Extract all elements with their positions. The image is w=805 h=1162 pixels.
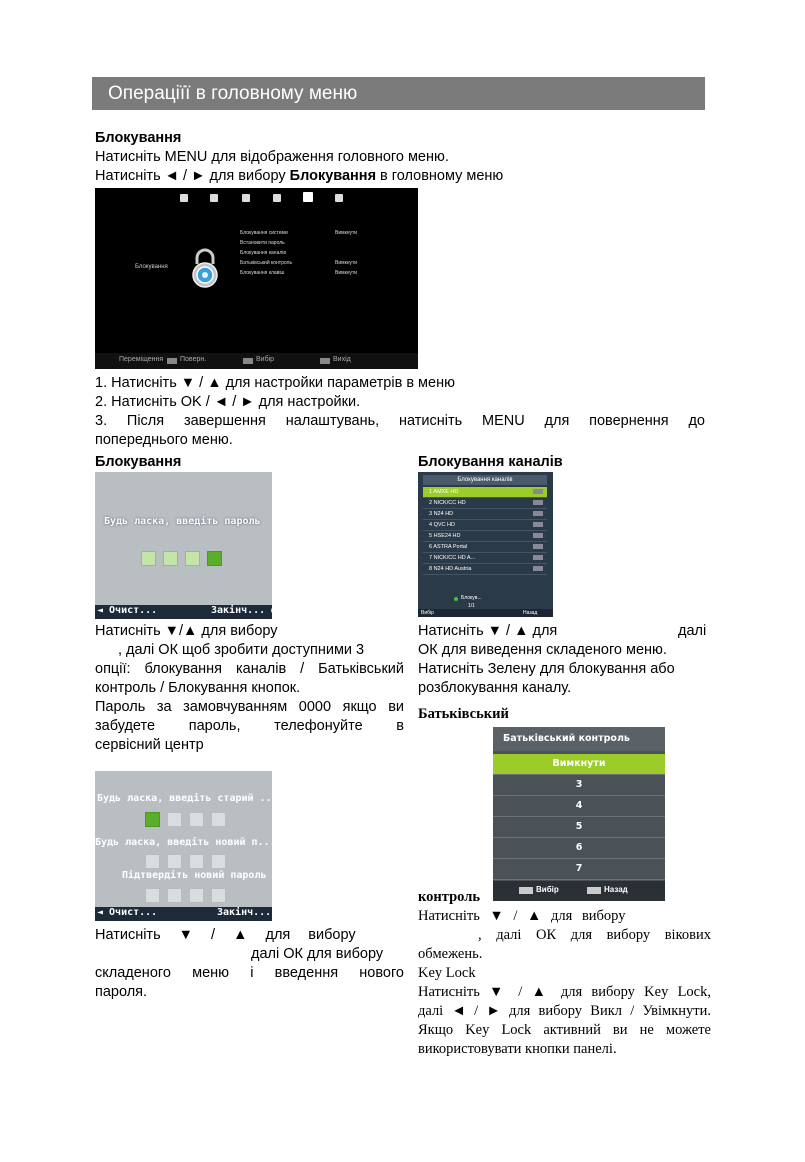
- finish-button-2[interactable]: Закінч... ►: [217, 907, 284, 918]
- right-p1-a2: далі: [678, 623, 707, 639]
- finish-button[interactable]: Закінч... ►: [211, 605, 278, 616]
- key-lock-title: Key Lock: [418, 965, 476, 981]
- sound-tab-icon: [210, 194, 218, 202]
- parental-option[interactable]: 7: [493, 859, 665, 880]
- confirm-digit-1[interactable]: [145, 888, 160, 903]
- lock-menu-values: [335, 228, 357, 278]
- parental-option[interactable]: 6: [493, 838, 665, 859]
- right-p3-a: Натисніть ▼ / ▲ для вибору Key Lock,: [418, 984, 711, 1000]
- parental-option[interactable]: 4: [493, 796, 665, 817]
- left-p3-a: Натисніть ▼ / ▲ для вибору: [95, 927, 356, 943]
- channel-name: 7 NICK/CC HD A...: [429, 555, 476, 561]
- new-digit-2[interactable]: [167, 854, 182, 869]
- menu-value-parental: Вимкнути: [335, 260, 358, 266]
- lock-menu-items: [240, 228, 292, 278]
- enter-key-icon: [519, 887, 533, 894]
- setup-tab-icon: [335, 194, 343, 202]
- channel-row[interactable]: [423, 564, 547, 575]
- parental-option[interactable]: 5: [493, 817, 665, 838]
- music-tab-icon: [242, 194, 250, 202]
- channel-row[interactable]: [423, 553, 547, 564]
- menu-key-icon: [587, 887, 601, 894]
- old-digit-1[interactable]: [145, 812, 160, 827]
- left-p3-b: далі ОК для вибору: [251, 946, 384, 962]
- right-p3-b: далі ◄ / ► для вибору Викл / Увімкнути.: [418, 1003, 711, 1019]
- channel-legend: Блокув...: [461, 595, 482, 601]
- left-p3-c: складеного меню і введення нового: [95, 965, 404, 981]
- parental-option[interactable]: 3: [493, 775, 665, 796]
- channel-row[interactable]: [423, 487, 547, 498]
- left-p2-b: забудете пароль, телефонуйте в: [95, 718, 404, 734]
- parental-option[interactable]: Вимкнути: [493, 754, 665, 775]
- footer-select: Вибір: [256, 356, 275, 363]
- clear-button-2[interactable]: ◄ Очист...: [97, 907, 158, 918]
- channel-row[interactable]: [423, 531, 547, 542]
- right-p1-d: розблокування каналу.: [418, 680, 572, 696]
- password-digit-1[interactable]: [141, 551, 156, 566]
- old-digit-2[interactable]: [167, 812, 182, 827]
- confirm-digit-3[interactable]: [189, 888, 204, 903]
- footer-move: Переміщення: [119, 356, 164, 363]
- left-p1-a: Натисніть ▼/▲ для вибору: [95, 623, 278, 639]
- intro-line2-bold: Блокування: [289, 168, 377, 184]
- left-p1-b: , далі ОК щоб зробити доступними 3: [118, 642, 365, 658]
- time-tab-icon: [273, 194, 281, 202]
- channel-row[interactable]: [423, 509, 547, 520]
- confirm-password-prompt: Підтвердіть новий пароль: [122, 870, 267, 881]
- channel-select[interactable]: Вибір: [421, 610, 434, 616]
- menu-item-parental[interactable]: Батьківський контроль: [240, 260, 293, 266]
- parental-select[interactable]: Вибір: [536, 885, 559, 894]
- padlock-icon: [187, 248, 223, 288]
- new-digit-1[interactable]: [145, 854, 160, 869]
- password-dialog: [95, 472, 278, 619]
- menu-value-set-password: [335, 238, 357, 248]
- confirm-digit-4[interactable]: [211, 888, 226, 903]
- channel-page: 1/1: [468, 603, 475, 609]
- password-digit-3[interactable]: [185, 551, 200, 566]
- parental-title: Батьківський контроль: [493, 727, 665, 751]
- intro-line2: [95, 167, 503, 186]
- menu-item-channel-lock[interactable]: Блокування каналів: [240, 250, 287, 256]
- channel-name: 2 NICK/CC HD: [429, 500, 466, 506]
- menu-value-key-lock: Вимкнути: [335, 270, 358, 276]
- right-p3-c: Якщо Key Lock активний ви не можете: [418, 1022, 711, 1038]
- picture-tab-icon: [180, 194, 188, 202]
- parental-control-panel: [493, 727, 665, 901]
- right-p1-c: Натисніть Зелену для блокування або: [418, 661, 675, 677]
- right-p2-b: , далі ОК для вибору вікових: [478, 927, 711, 943]
- left-p1-c: опції: блокування каналів / Батьківський: [95, 661, 404, 677]
- intro-heading: Блокування: [95, 130, 182, 146]
- clear-button[interactable]: ◄ Очист...: [97, 605, 158, 616]
- password-digit-4[interactable]: [207, 551, 222, 566]
- step-2: 2. Натисніть OK / ◄ / ► для настройки.: [95, 394, 361, 410]
- old-digit-4[interactable]: [211, 812, 226, 827]
- intro-line2-prefix: Натисніть ◄ / ► для вибору: [95, 168, 290, 184]
- channel-lock-panel: [418, 472, 553, 617]
- step-3: 3. Після завершення налаштувань, натисніть MENU для повернення до: [95, 413, 705, 429]
- parental-heading-bottom: контроль: [418, 889, 480, 905]
- old-digit-3[interactable]: [189, 812, 204, 827]
- password-digit-2[interactable]: [163, 551, 178, 566]
- lock-menu-label: Блокування: [135, 264, 168, 270]
- menu-value-channel-lock: [335, 248, 357, 258]
- channel-name: 5 HSE24 HD: [429, 533, 461, 539]
- change-password-dialog: [95, 771, 284, 921]
- password-prompt: Будь ласка, введіть пароль: [104, 516, 261, 527]
- main-menu-screenshot: [95, 188, 418, 369]
- right-p2-c: обмежень.: [418, 946, 483, 962]
- channel-name: 4 QVC HD: [429, 522, 455, 528]
- right-p3-d: використовувати кнопки панелі.: [418, 1041, 617, 1057]
- left-p1-d: контроль / Блокування кнопок.: [95, 680, 301, 696]
- right-p1-a: Натисніть ▼ / ▲ для: [418, 623, 558, 639]
- intro-line1: Натисніть MENU для відображення головного меню.: [95, 149, 449, 165]
- channel-name: 3 N24 HD: [429, 511, 454, 517]
- step-3-cont: попереднього меню.: [95, 432, 233, 448]
- left-p3-d: пароля.: [95, 984, 148, 1000]
- intro-line2-suffix: в головному меню: [376, 168, 504, 184]
- channel-row[interactable]: [423, 542, 547, 553]
- left-p2-c: сервісний центр: [95, 737, 204, 753]
- channel-name: 8 N24 HD Austria: [429, 566, 472, 572]
- green-dot-icon: [454, 597, 458, 601]
- section-header: Операціїї в головному меню: [92, 77, 705, 110]
- channel-name: 6 ASTRA Portal: [429, 544, 468, 550]
- menu-item-key-lock[interactable]: Блокування клавіш: [240, 270, 285, 276]
- channel-row[interactable]: [423, 498, 547, 509]
- new-digit-4[interactable]: [211, 854, 226, 869]
- channel-row[interactable]: [423, 520, 547, 531]
- right-p1-b: ОК для виведення складеного меню.: [418, 642, 667, 658]
- channel-name: 1 AMXE HD: [429, 489, 459, 495]
- channel-back[interactable]: Назад: [523, 610, 538, 616]
- footer-exit: Вихід: [333, 356, 351, 363]
- new-password-prompt: Будь ласка, введіть новий п...: [95, 837, 276, 848]
- channel-lock-title: Блокування каналів: [423, 475, 547, 485]
- step-1: 1. Натисніть ▼ / ▲ для настройки параметрів в меню: [95, 375, 455, 391]
- footer-return: Поверн.: [180, 356, 207, 363]
- new-digit-3[interactable]: [189, 854, 204, 869]
- menu-item-set-password[interactable]: Встановити пароль: [240, 240, 285, 246]
- parental-heading: Батьківський: [418, 706, 509, 722]
- menu-value-system-lock: Вимкнути: [335, 230, 358, 236]
- main-menu-footer: [95, 353, 418, 369]
- left-heading: Блокування: [95, 454, 182, 470]
- old-password-prompt: Будь ласка, введіть старий ...: [97, 793, 278, 804]
- right-p2-a: Натисніть ▼ / ▲ для вибору: [418, 908, 626, 924]
- menu-item-system-lock[interactable]: Блокування системи: [240, 230, 288, 236]
- confirm-digit-2[interactable]: [167, 888, 182, 903]
- parental-back[interactable]: Назад: [604, 885, 628, 894]
- right-heading: Блокування каналів: [418, 454, 563, 470]
- lock-tab-icon: [303, 192, 313, 202]
- left-p2-a: Пароль за замовчуванням 0000 якщо ви: [95, 699, 404, 715]
